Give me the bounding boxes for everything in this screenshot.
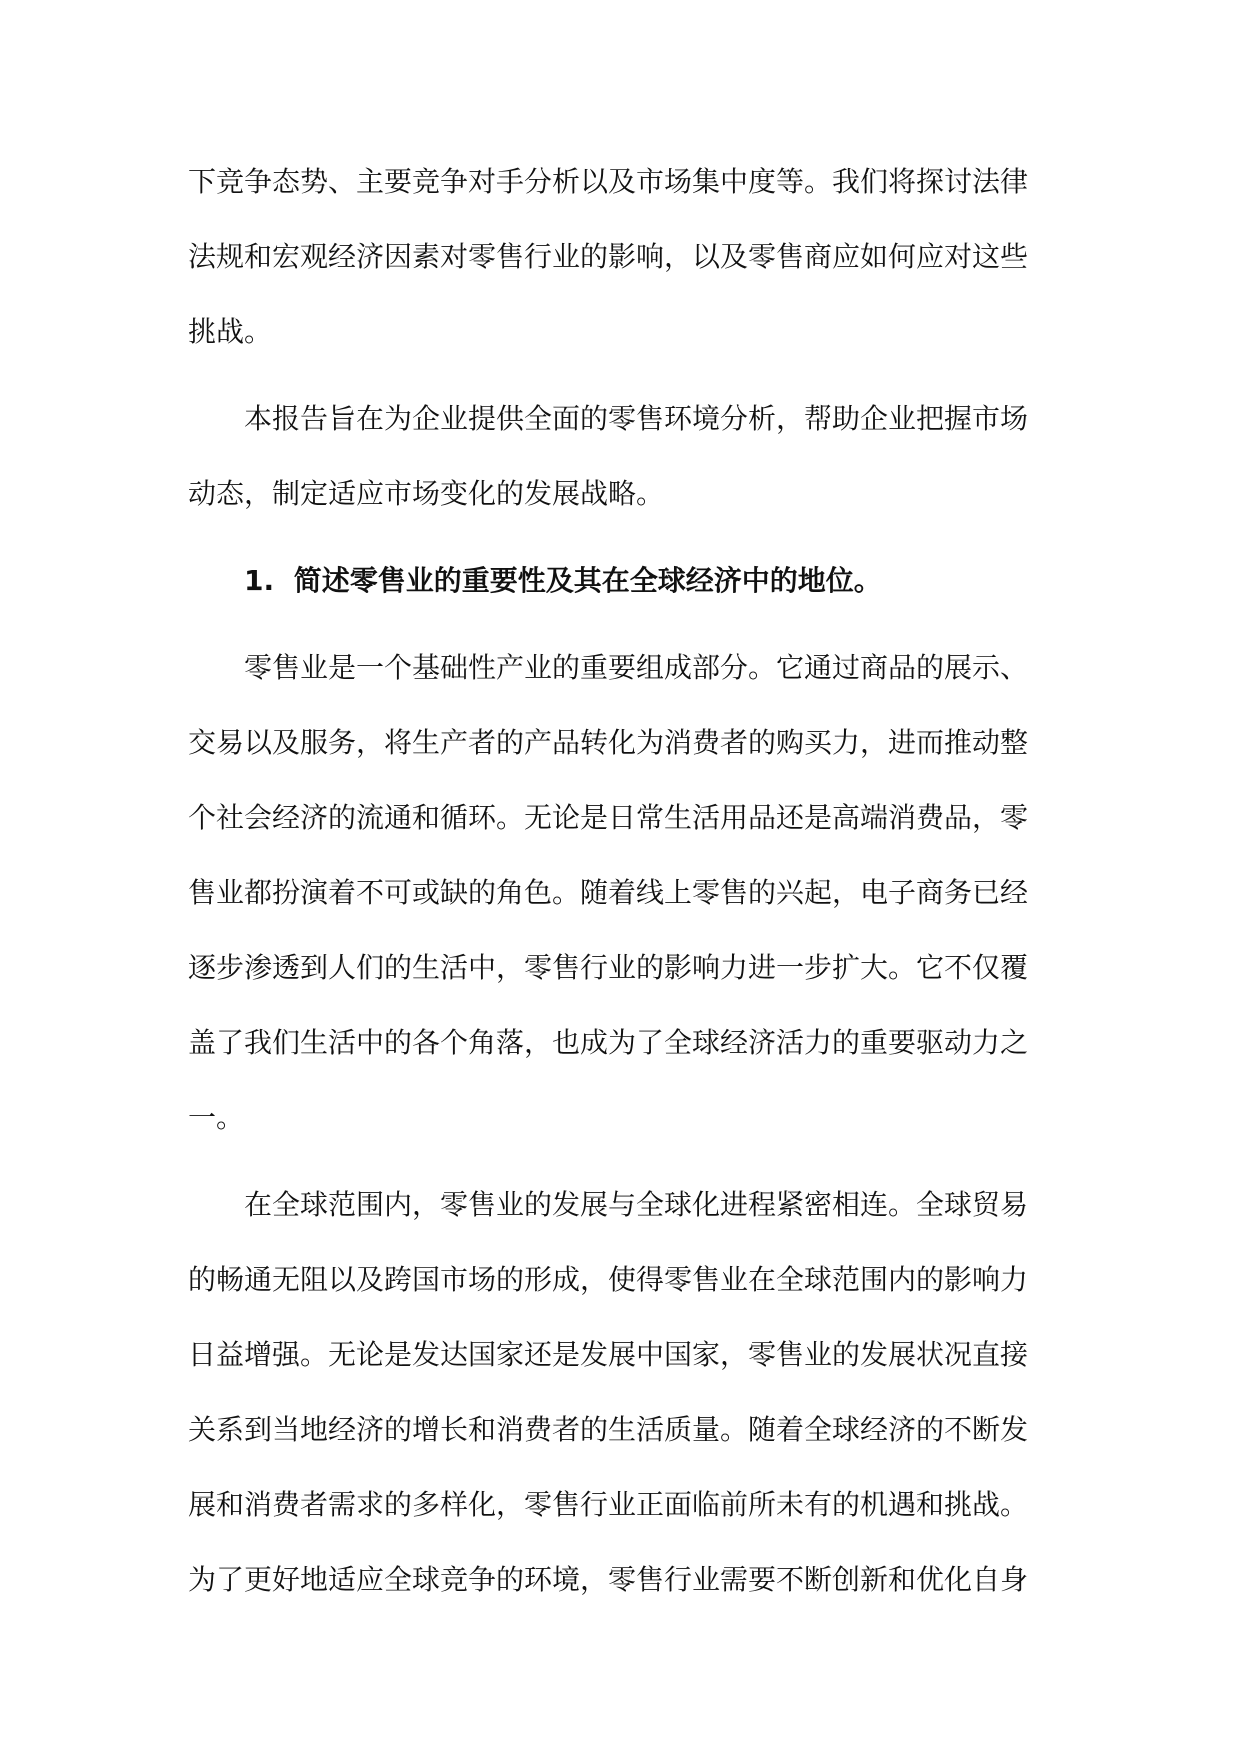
paragraph-intro-continuation [188, 144, 1068, 369]
document-body [188, 144, 1068, 1629]
text-line: 日益增强。无论是发达国家还是发展中国家，零售业的发展状况直接 [188, 1338, 1029, 1371]
text-line: 交易以及服务，将生产者的产品转化为消费者的购买力，进而推动整 [188, 726, 1029, 759]
text-line: 关系到当地经济的增长和消费者的生活质量。随着全球经济的不断发 [188, 1413, 1029, 1446]
text-line: 一。 [188, 1101, 245, 1134]
text-line: 逐步渗透到人们的生活中，零售行业的影响力进一步扩大。它不仅覆 [188, 951, 1029, 984]
paragraph-retail-importance [188, 630, 1068, 1155]
text-line: 下竞争态势、主要竞争对手分析以及市场集中度等。我们将探讨法律 [188, 165, 1029, 198]
section-number: 1. [244, 564, 275, 597]
text-line: 盖了我们生活中的各个角落，也成为了全球经济活力的重要驱动力之 [188, 1026, 1029, 1059]
section-title: 简述零售业的重要性及其在全球经济中的地位。 [293, 564, 882, 597]
text-line: 法规和宏观经济因素对零售行业的影响，以及零售商应如何应对这些 [188, 240, 1029, 273]
text-line: 展和消费者需求的多样化，零售行业正面临前所未有的机遇和挑战。 [188, 1488, 1029, 1521]
text-line: 为了更好地适应全球竞争的环境，零售行业需要不断创新和优化自身 [188, 1563, 1029, 1596]
text-line: 个社会经济的流通和循环。无论是日常生活用品还是高端消费品，零 [188, 801, 1029, 834]
text-line: 零售业是一个基础性产业的重要组成部分。它通过商品的展示、 [244, 651, 1029, 684]
paragraph-retail-globalization [188, 1167, 1068, 1617]
text-line: 动态，制定适应市场变化的发展战略。 [188, 477, 665, 510]
section-heading [188, 543, 1068, 618]
text-line: 在全球范围内，零售业的发展与全球化进程紧密相连。全球贸易 [244, 1188, 1029, 1221]
text-line: 售业都扮演着不可或缺的角色。随着线上零售的兴起，电子商务已经 [188, 876, 1029, 909]
text-line: 本报告旨在为企业提供全面的零售环境分析，帮助企业把握市场 [244, 402, 1029, 435]
paragraph-report-purpose [188, 381, 1068, 531]
text-line: 的畅通无阻以及跨国市场的形成，使得零售业在全球范围内的影响力 [188, 1263, 1029, 1296]
text-line: 挑战。 [188, 315, 273, 348]
